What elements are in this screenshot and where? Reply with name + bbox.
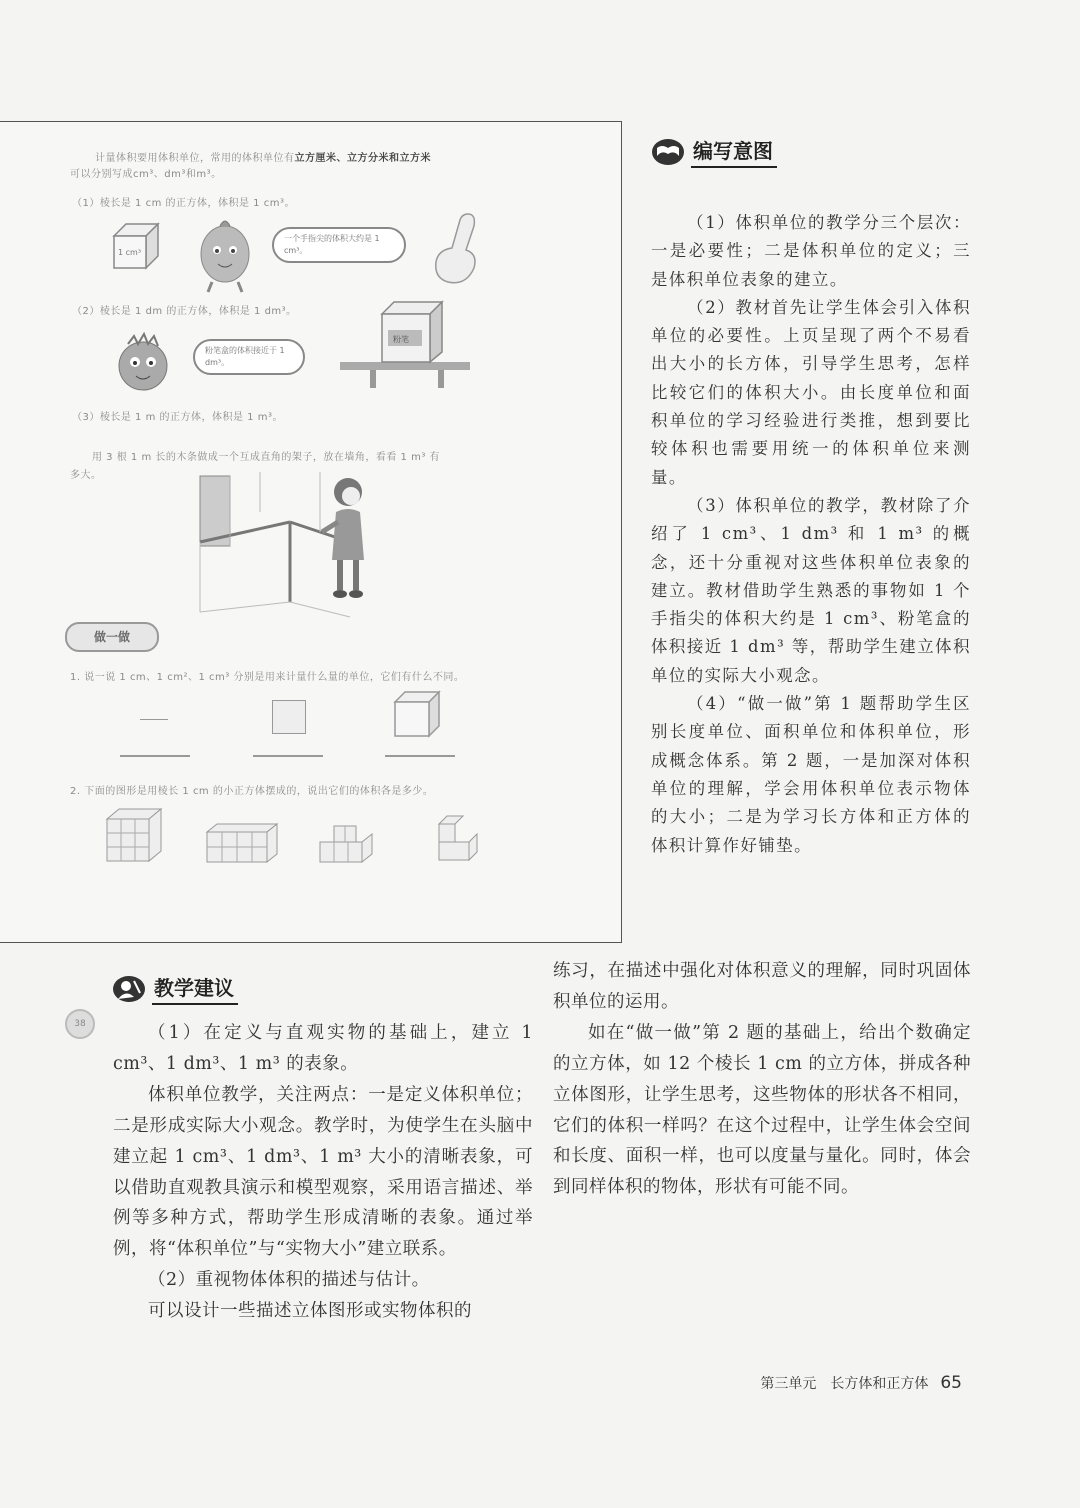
design-intent-paragraph: （4）“做一做”第 1 题帮助学生区别长度单位、面积单位和体积单位，形成概念体系。第 2 题，一是加深对体积单位的理解，学会用体积单位表示物体的大小；二是为学习长方体和正方体的体积计算作好铺垫。 <box>651 694 971 855</box>
finger-icon <box>428 208 490 288</box>
cube-stack-figure-3 <box>318 820 378 866</box>
suggestion-paragraph: 如在“做一做”第 2 题的基础上，给出个数确定的立方体，如 12 个棱长 1 cm 的立方体，拼成各种立体图形，让学生思考，这些物体的形状各不相同，它们的体积一样吗？在这个过程中，让学生体会空间和长度、面积一样，也可以度量与量化。同时，体会到同样体积的物体，形状有可能不同。 <box>553 1022 971 1198</box>
question-1: 1. 说一说 1 cm、1 cm²、1 cm³ 分别是用来计量什么量的单位，它们有什么不同。 <box>70 672 465 683</box>
design-intent-body <box>651 209 971 860</box>
answer-blank <box>385 755 455 757</box>
chalk-box-illustration <box>340 300 470 392</box>
chalk-box-label: 粉笔 <box>393 335 409 344</box>
page-number: 65 <box>940 1373 962 1393</box>
cube-label: 1 cm³ <box>118 248 142 257</box>
chapter-title: 第三单元 长方体和正方体 <box>760 1376 929 1392</box>
girl-figure-icon <box>318 472 378 602</box>
teaching-suggestion-left-column <box>113 1018 533 1327</box>
suggestion-paragraph: 练习，在描述中强化对体积意义的理解，同时巩固体积单位的运用。 <box>553 961 971 1012</box>
textbook-page-number: 38 <box>65 1009 95 1039</box>
activity-line-2: 多大。 <box>70 470 102 481</box>
cube-1cm3-illustration <box>110 222 162 272</box>
item-1-text: （1）棱长是 1 cm 的正方体，体积是 1 cm³。 <box>72 198 295 209</box>
teaching-suggestion-right-column <box>553 956 971 1203</box>
suggestion-paragraph: 体积单位教学，关注两点：一是定义体积单位；二是形成实际大小观念。教学时，为使学生在头脑中建立起 1 cm³、1 dm³、1 m³ 大小的清晰表象，可以借助直观教具演示和模型观察，采用语言描述、举例等多种方式，帮助学生形成清晰的表象。通过举例，将“体积单位”与“实物大小”建立联系。 <box>113 1084 533 1260</box>
activity-line-1: 用 3 根 1 m 长的木条做成一个互成直角的架子，放在墙角，看看 1 m³ 有 <box>92 452 441 463</box>
speech-bubble-1: 一个手指尖的体积大约是 1 cm³。 <box>272 227 406 263</box>
suggestion-paragraph: （2）重视物体体积的描述与估计。 <box>148 1270 430 1291</box>
item-3-text: （3）棱长是 1 m 的正方体，体积是 1 m³。 <box>72 412 283 423</box>
cartoon-character-icon <box>108 330 178 400</box>
teaching-suggestion-title: 教学建议 <box>152 972 238 1005</box>
cube-stack-figure-1 <box>105 807 165 863</box>
open-book-icon <box>651 138 685 166</box>
square-unit-icon <box>272 700 306 734</box>
suggestion-paragraph: 可以设计一些描述立体图形或实物体积的 <box>148 1301 472 1322</box>
intro-line-1: 计量体积要用体积单位，常用的体积单位有立方厘米、立方分米和立方米 <box>95 153 431 164</box>
cube-stack-figure-2 <box>205 822 280 864</box>
answer-blank <box>253 755 323 757</box>
item-2-text: （2）棱长是 1 dm 的正方体，体积是 1 dm³。 <box>72 306 297 317</box>
do-it-label: 做一做 <box>65 622 159 652</box>
answer-blank <box>120 755 190 757</box>
cube-stack-figure-4 <box>435 812 483 866</box>
design-intent-paragraph: （3）体积单位的教学，教材除了介绍了 1 cm³、1 dm³ 和 1 m³ 的概念，还十分重视对这些体积单位表象的建立。教材借助学生熟悉的事物如 1 个手指尖的体积大约是 1 cm³、粉笔盒的体积接近 1 dm³ 等，帮助学生建立体积单位的实际大小观念。 <box>651 495 971 685</box>
teacher-icon <box>112 975 146 1003</box>
cube-unit-icon <box>393 690 443 738</box>
cartoon-character-icon <box>190 214 260 294</box>
suggestion-paragraph: （1）在定义与直观实物的基础上，建立 1 cm³、1 dm³、1 m³ 的表象。 <box>113 1023 533 1074</box>
question-2: 2. 下面的图形是用棱长 1 cm 的小正方体摆成的，说出它们的体积各是多少。 <box>70 786 434 797</box>
intro-line-2: 可以分别写成cm³、dm³和m³。 <box>70 169 222 180</box>
design-intent-paragraph: （1）体积单位的教学分三个层次：一是必要性；二是体积单位的定义；三是体积单位表象的建立。 <box>651 213 971 289</box>
page-footer <box>760 1373 962 1393</box>
design-intent-title: 编写意图 <box>691 135 777 168</box>
teaching-suggestion-header <box>112 972 238 1005</box>
length-unit-line-icon <box>140 719 168 720</box>
design-intent-header <box>651 135 777 168</box>
speech-bubble-2: 粉笔盒的体积接近于 1 dm³。 <box>193 339 305 375</box>
design-intent-paragraph: （2）教材首先让学生体会引入体积单位的必要性。上页呈现了两个不易看出大小的长方体，引导学生思考，怎样比较它们的体积大小。由长度单位和面积单位的学习经验进行类推，想到要比较体积也需要用统一的体积单位来测量。 <box>651 297 971 487</box>
